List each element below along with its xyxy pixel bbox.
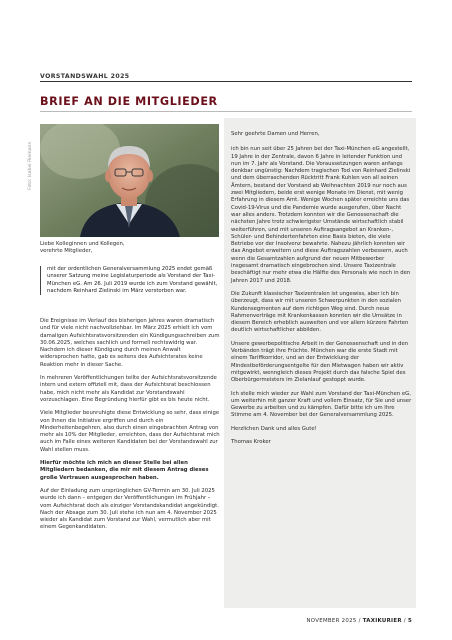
footer-separator: / — [358, 618, 363, 624]
right-paragraph-5: Herzlichen Dank und alles Gute! — [231, 425, 317, 432]
left-paragraph-3: Viele Mitglieder beunruhigte diese Entwicklung so sehr, dass einige von Ihnen die Initiative ergriffen und durch ein Minderheitenbegehren, also durch einen eingebrachten Antrag von mehr als 10% der Mitglieder, erreichten, dass der Aufsichtsrat mich auch im Falle eines weiteren Kandidaten bei der Vorstandswahl zur Wahl stellen muss. — [40, 410, 220, 453]
right-paragraph-1: ich bin nun seit über 25 Jahren bei der Taxi-München eG angestellt, 19 Jahre in der Zentrale, davon 6 Jahre in leitender Funktion und nun im 7. Jahr als Vorstand. Die Voraussetzungen waren anfangs denkbar ungünstig: Nachdem tragischen Tod von Reinhard Zielinski und dem überraschenden Rücktritt Frank Kuhlen von all seinen Ämtern, bestand der Vorstand ab Weihnachten 2019 nur noch aus zwei Mitgliedern, beide erst wenige Monate im Dienst, mit wenig Erfahrung in diesem Amt. Wenige Wochen später erreichte uns das Covid-19-Virus und die Pandemie wurde ausgerufen, über Nacht war alles anders. Trotzdem konnten wir die Genossenschaft die nächsten Jahre trotz schwierigster Umstände wirtschaftlich stabil weiterführen, und mit unseren Auftragsangebot an Kranken-, Schüler- und Behindertenfahrten eine Basis bieten, die viele Betriebe vor der Insolvenz bewahrte. Nahezu jährlich konnten wir das Angebot erweitern und diese Auftragszahlen verbessern, auch wenn die Gesamtzahlen aufgrund der neuen Mitbewerber insgesamt dramatisch eingebrochen sind. Unsere Taxizentrale beschäftigt nur mehr etwa die Hälfte des Personals wie noch in den Jahren 2017 und 2018. — [231, 146, 411, 284]
footer-magazine: TAXIKURIER — [362, 618, 402, 624]
intro-quote-text: mit der ordentlichen Generalversammlung 2025 endet gemäß unserer Satzung meine Legislaturperiode als Vorstand der Taxi-München eG. Am 26. Juli 2019 wurde ich zum Vorstand gewählt, nachdem Reinhard Zielinski im März verstorben war. — [47, 266, 218, 294]
right-paragraph-4: Ich stelle mich wieder zur Wahl zum Vorstand der Taxi-München eG, um weiterhin mit ganzer Kraft und vollem Einsatz, für Sie und unser Gewerbe zu arbeiten und zu kämpfen. Dafür bitte ich um Ihre Stimme am 4. November bei der Generalversammlung 2025. — [231, 390, 412, 419]
salutation: Sehr geehrte Damen und Herren, — [231, 131, 320, 137]
section-label: VORSTANDSWAHL 2025 — [40, 73, 130, 80]
left-column — [40, 318, 220, 538]
photo-credit — [28, 120, 37, 190]
greeting-line-1: Liebe Kolleginnen und Kollegen, — [40, 241, 125, 247]
greeting-line-2: verehrte Mitglieder, — [40, 248, 93, 255]
right-paragraph-3: Unsere gewerbepolitische Arbeit in der Genossenschaft und in den Verbänden trägt ihre Früchte. München war die erste Stadt mit einem Tariffkorridor, und an der Entwicklung der Mindestbeförderungsentgelte für den Mietwagen haben wir aktiv mitgewirkt, wenngleich dieses Projekt durch das falsche Spiel des Oberbürgermeisters im Zielanlauf gestoppt wurde. — [231, 340, 409, 384]
intro-quote — [40, 266, 220, 295]
left-paragraph-4-bold: Hierfür möchte ich mich an dieser Stelle bei allen Mitgliedern bedanken, die mir mit diesem Antrag dieses große Vertrauen ausgesprochen haben. — [40, 460, 209, 481]
left-paragraph-1: Die Ereignisse im Verlauf des bisherigen Jahres waren dramatisch und für viele nicht nachvollziehbar. Im März 2025 erhielt ich vom damaligen Aufsichtsratsvorsitzenden ein Kündigungsschreiben zum 30.06.2025, welches sachlich und formell rechtswidrig war. Nachdem ich dieser Kündigung durch meinen Anwalt widersprochen hatte, gab es seitens des Aufsichtsrates keine Reaktion mehr in dieser Sache. — [40, 318, 220, 368]
greeting-block — [40, 241, 220, 256]
footer-issue: NOVEMBER 2025 — [306, 618, 357, 624]
portrait-illustration — [40, 124, 219, 237]
footer-separator-2: / — [403, 618, 408, 624]
left-paragraph-5: Auf der Einladung zum ursprünglichen GV-Termin am 30. Juli 2025 wurde ich dann – entgegen der Veröffentlichungen im Frühjahr – vom Aufsichtsrat doch als einziger Vorstandskandidat angekündigt. Nach der Absage zum 30. Juli stehe ich nun am 4. November 2025 wieder als Kandidat zum Vorstand zur Wahl, vermutlich aber mit einem Gegenkandidaten. — [40, 487, 219, 531]
signature: Thomas Kroker — [231, 438, 271, 445]
photo-credit-text: Foto: Isabel Riemann — [28, 141, 33, 190]
footer-page-number: 5 — [407, 618, 412, 624]
right-paragraph-2: Die Zukunft klassischer Taxizentralen ist ungewiss, aber ich bin überzeugt, dass wir mit unseren Schwerpunkten in den sozialen Kundensegmenten auf dem richtigen Weg sind. Durch neue Rahmenverträge mit Krankenkassen konnten wir die Umsätze in diesem Bereich erheblich ausweiten und vor allem kürzere Fahrten deutlich wirtschaftlicher abbilden. — [231, 290, 409, 334]
page-title: BRIEF AN DIE MITGLIEDER — [40, 95, 218, 108]
left-paragraph-2: In mehreren Veröffentlichungen teilte der Aufsichtsratsvorsitzende intern und extern offiziell mit, dass der Aufsichtsrat beschlossen habe, mich nicht mehr als Kandidat zur Vorstandswahl vorzuschlagen. Eine Begründung hierfür gibt es bis heute nicht. — [40, 375, 217, 403]
portrait-photo — [40, 124, 219, 237]
page-footer — [306, 618, 412, 624]
header-rule — [40, 81, 412, 82]
right-column — [231, 131, 412, 452]
title-rule — [40, 111, 412, 112]
